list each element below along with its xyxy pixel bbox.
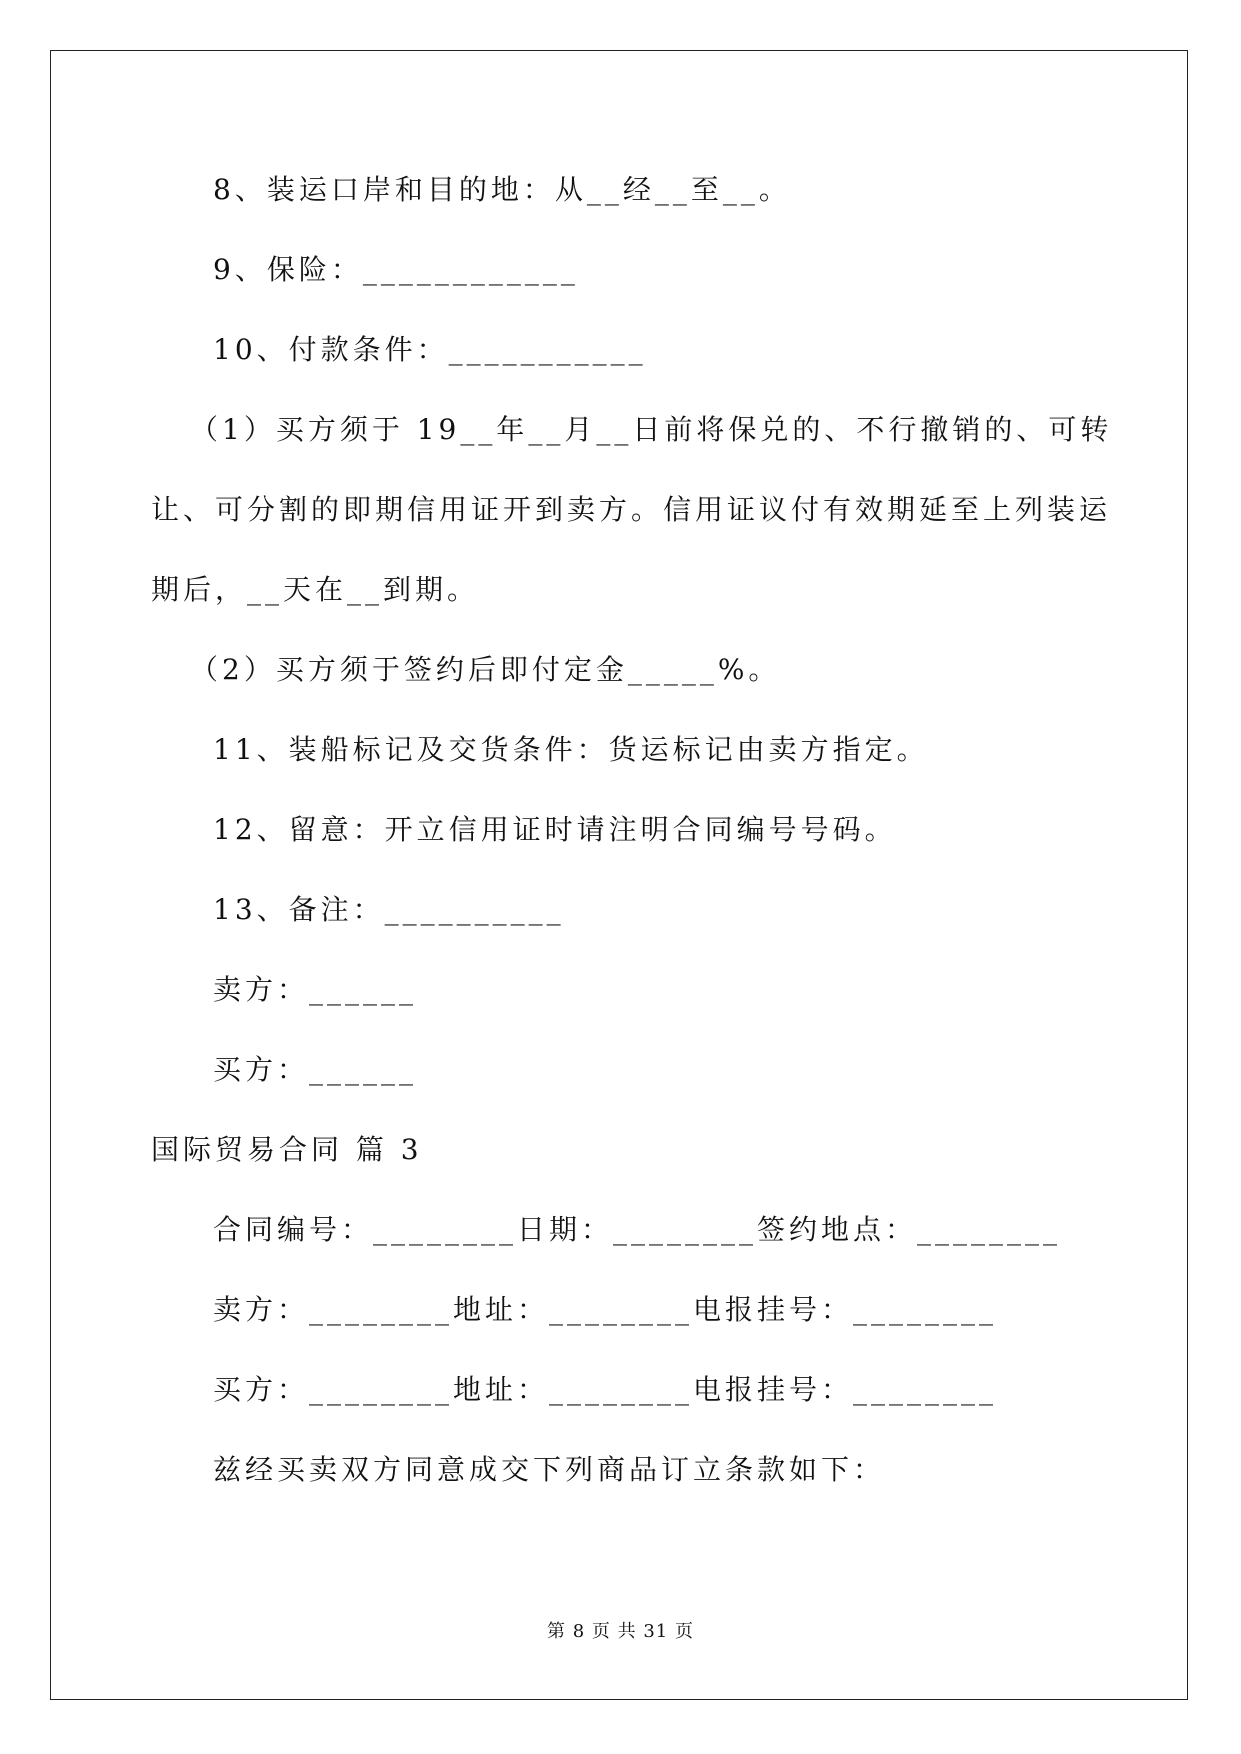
clause-11-marks: 11、装船标记及交货条件：货运标记由卖方指定。 xyxy=(213,733,929,766)
clause-10-payment: 10、付款条件：___________ xyxy=(213,333,647,366)
agreement-intro: 兹经买卖双方同意成交下列商品订立条款如下： xyxy=(213,1453,886,1486)
clause-10-2-deposit: （2）买方须于签约后即付定金_____%。 xyxy=(190,653,781,686)
buyer-signature-line: 买方：______ xyxy=(213,1053,418,1086)
section-heading: 国际贸易合同 篇 3 xyxy=(151,1133,423,1166)
clause-10-1-line-1: （1）买方须于 19__年__月__日前将保兑的、不行撤销的、可转 xyxy=(190,413,1113,446)
clause-10-1-line-3: 期后，__天在__到期。 xyxy=(151,573,480,606)
clause-10-1-line-2: 让、可分割的即期信用证开到卖方。信用证议付有效期延至上列装运 xyxy=(151,493,1112,526)
page-number-footer: 第 8 页 共 31 页 xyxy=(547,1621,694,1642)
clause-12-notice: 12、留意：开立信用证时请注明合同编号号码。 xyxy=(213,813,897,846)
buyer-info-line: 买方：________地址：________电报挂号：________ xyxy=(213,1373,998,1406)
contract-info-line: 合同编号：________日期：________签约地点：________ xyxy=(213,1213,1062,1246)
clause-13-remarks: 13、备注：__________ xyxy=(213,893,565,926)
clause-8-ports: 8、装运口岸和目的地：从__经__至__。 xyxy=(213,173,791,206)
seller-signature-line: 卖方：______ xyxy=(213,973,418,1006)
seller-info-line: 卖方：________地址：________电报挂号：________ xyxy=(213,1293,998,1326)
clause-9-insurance: 9、保险：____________ xyxy=(213,253,579,286)
